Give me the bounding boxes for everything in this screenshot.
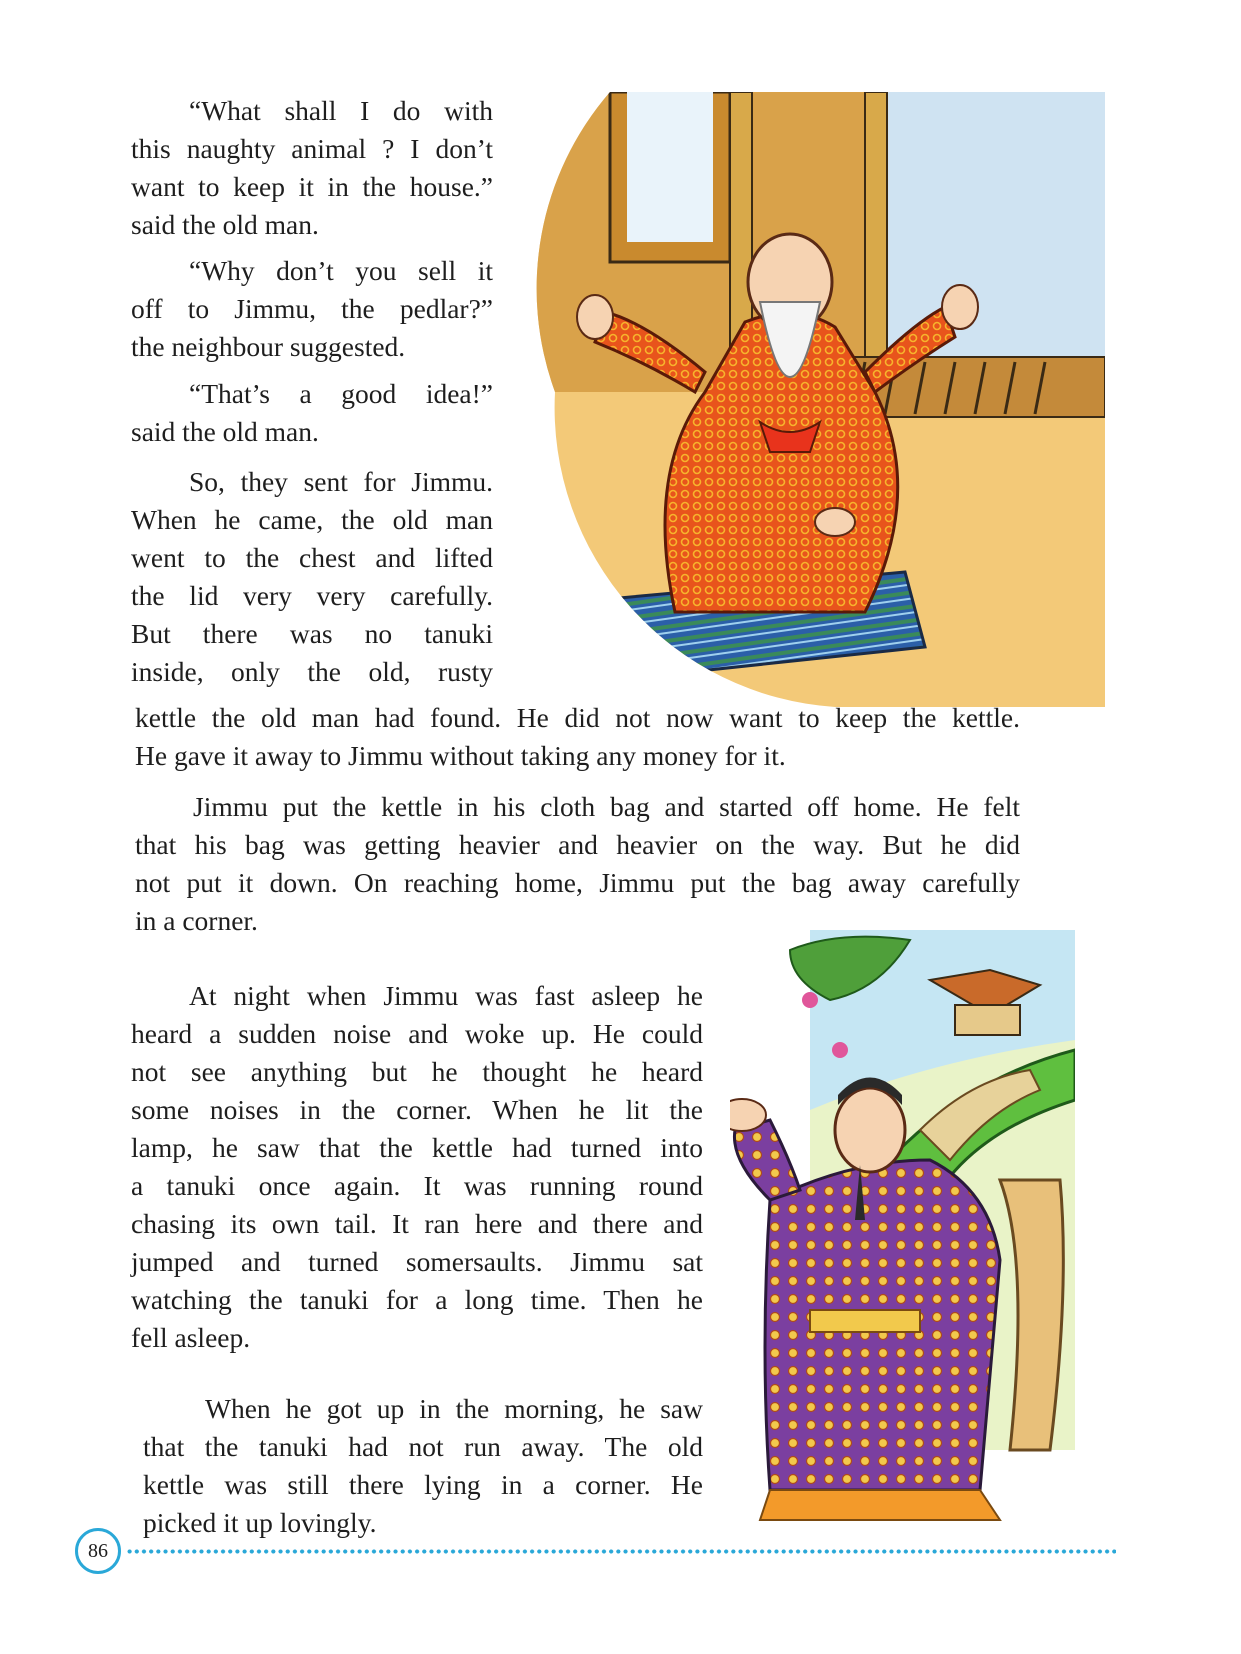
text-line: want to keep it in the house.” (131, 171, 493, 202)
footer-dotted-line (126, 1549, 1116, 1554)
page-number: 86 (75, 1528, 121, 1574)
text-line: went to the chest and lifted (131, 542, 493, 573)
text-line: But there was no tanuki (131, 618, 493, 649)
text-line: not see anything but he thought he heard (131, 1056, 703, 1087)
paragraph-jimmu-home (135, 788, 1020, 940)
text-line: He gave it away to Jimmu without taking any money for it. (135, 740, 786, 771)
text-line: the lid very very carefully. (131, 580, 493, 611)
text-line: the neighbour suggested. (131, 331, 406, 362)
text-line: Jimmu put the kettle in his cloth bag and started off home. He felt (193, 791, 1020, 822)
text-line: “That’s a good idea!” (189, 378, 493, 409)
text-line: off to Jimmu, the pedlar?” (131, 293, 493, 324)
text-line: At night when Jimmu was fast asleep he (189, 980, 703, 1011)
text-line: that his bag was getting heavier and heavier on the way. But he did (135, 829, 1020, 860)
window-pane (627, 92, 713, 242)
text-line: “Why don’t you sell it (189, 255, 493, 286)
hand-right (942, 285, 978, 329)
paragraph-night-noise (131, 977, 703, 1357)
hand-left (577, 295, 613, 339)
paragraph-old-man-question (131, 92, 493, 244)
pink-flower (802, 992, 818, 1008)
paragraph-sent-for-jimmu (131, 463, 493, 691)
text-line: lamp, he saw that the kettle had turned into (131, 1132, 703, 1163)
pink-flower (832, 1042, 848, 1058)
text-line: When he came, the old man (131, 504, 493, 535)
robe-hem (760, 1490, 1000, 1520)
pagoda-body (955, 1005, 1020, 1035)
text-line: So, they sent for Jimmu. (189, 466, 493, 497)
text-line: not put it down. On reaching home, Jimmu put the bag away carefully (135, 867, 1020, 898)
illustration-jimmu-pedlar (730, 930, 1075, 1525)
text-line: When he got up in the morning, he saw (205, 1393, 703, 1424)
text-line: some noises in the corner. When he lit the (131, 1094, 703, 1125)
text-line: kettle was still there lying in a corner. He (143, 1469, 703, 1500)
text-line: heard a sudden noise and woke up. He could (131, 1018, 703, 1049)
text-line: said the old man. (131, 416, 319, 447)
text-line: chasing its own tail. It ran here and there and (131, 1208, 703, 1239)
robe-belt (810, 1310, 920, 1332)
text-line: said the old man. (131, 209, 319, 240)
pillar (865, 92, 887, 392)
text-line: picked it up lovingly. (143, 1507, 377, 1538)
text-line: this naughty animal ? I don’t (131, 133, 493, 164)
raised-hand (730, 1099, 766, 1131)
text-line: a tanuki once again. It was running round (131, 1170, 703, 1201)
text-line: fell asleep. (131, 1322, 251, 1353)
paragraph-gave-kettle (135, 699, 1020, 775)
paragraph-good-idea (131, 375, 493, 451)
text-line: jumped and turned somersaults. Jimmu sat (131, 1246, 703, 1277)
text-line: “What shall I do with (189, 95, 493, 126)
text-line: inside, only the old, rusty (131, 656, 493, 687)
bare-foot (815, 508, 855, 536)
text-line: watching the tanuki for a long time. Then he (131, 1284, 703, 1315)
paragraph-morning (143, 1390, 703, 1542)
jimmu-head (835, 1088, 905, 1172)
text-line: in a corner. (135, 905, 258, 936)
text-line: that the tanuki had not run away. The old (143, 1431, 703, 1462)
illustration-old-man-kneeling (535, 92, 1105, 707)
text-line: kettle the old man had found. He did not now want to keep the kettle. (135, 702, 1020, 733)
paragraph-neighbour-suggestion (131, 252, 493, 366)
